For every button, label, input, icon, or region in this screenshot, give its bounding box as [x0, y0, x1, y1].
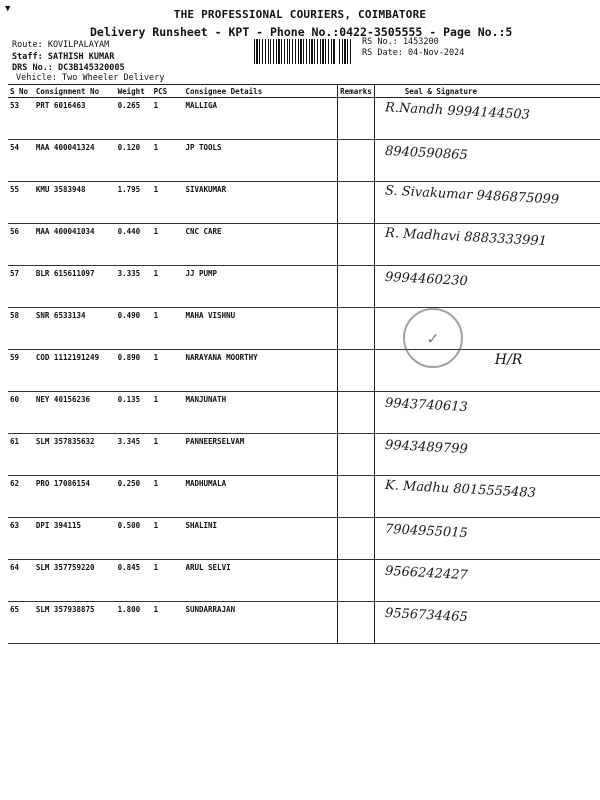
- cell-weight: 0.845: [116, 560, 152, 602]
- cell-consignment: SLM 357938875: [34, 602, 116, 644]
- cell-signature: [374, 182, 600, 224]
- cell-pcs: 1: [152, 266, 184, 308]
- cell-pcs: 1: [152, 392, 184, 434]
- cell-pcs: 1: [152, 476, 184, 518]
- col-seal-header: Seal & Signature: [374, 85, 600, 98]
- table-row: [8, 392, 600, 434]
- cell-consignee: PANNEERSELVAM: [183, 434, 337, 476]
- col-pcs-header: PCS: [152, 85, 184, 98]
- handwritten-signature: H/R: [494, 352, 523, 368]
- cell-remarks: [338, 266, 375, 308]
- cell-weight: 3.345: [116, 434, 152, 476]
- cell-consignee: SIVAKUMAR: [183, 182, 337, 224]
- arrow-icon: ▼: [5, 4, 11, 14]
- cell-weight: 1.795: [116, 182, 152, 224]
- cell-signature: [374, 266, 600, 308]
- cell-signature: [374, 224, 600, 266]
- cell-consignee: NARAYANA MOORTHY: [183, 350, 337, 392]
- cell-pcs: 1: [152, 350, 184, 392]
- handwritten-signature: 9943489799: [384, 437, 468, 458]
- table-row: [8, 308, 600, 350]
- cell-consignee: MADHUMALA: [183, 476, 337, 518]
- cell-sno: 56: [8, 224, 34, 266]
- cell-weight: 0.120: [116, 140, 152, 182]
- cell-pcs: 1: [152, 182, 184, 224]
- cell-consignee: MANJUNATH: [183, 392, 337, 434]
- table-row: [8, 434, 600, 476]
- cell-consignment: DPI 394115: [34, 518, 116, 560]
- cell-signature: [374, 392, 600, 434]
- cell-remarks: [338, 182, 375, 224]
- cell-consignment: COD 1112191249: [34, 350, 116, 392]
- cell-signature: [374, 308, 600, 350]
- cell-sno: 60: [8, 392, 34, 434]
- cell-weight: 1.800: [116, 602, 152, 644]
- table-row: [8, 266, 600, 308]
- table-row: [8, 518, 600, 560]
- cell-weight: 0.440: [116, 224, 152, 266]
- barcode-image: [254, 39, 352, 64]
- staff: Staff: SATHISH KUMAR: [12, 52, 115, 62]
- handwritten-signature: 9566242427: [384, 563, 468, 584]
- cell-consignment: BLR 615611097: [34, 266, 116, 308]
- cell-consignment: NEY 40156236: [34, 392, 116, 434]
- cell-remarks: [338, 560, 375, 602]
- cell-signature: [374, 602, 600, 644]
- handwritten-signature: R.Nandh 9994144503: [384, 100, 531, 123]
- cell-sno: 61: [8, 434, 34, 476]
- col-sno-header: S No: [8, 85, 34, 98]
- table-row: [8, 98, 600, 140]
- cell-signature: [374, 476, 600, 518]
- col-remarks-header: Remarks: [338, 85, 375, 98]
- cell-signature: [374, 350, 600, 392]
- cell-consignee: SUNDARRAJAN: [183, 602, 337, 644]
- cell-consignment: SNR 6533134: [34, 308, 116, 350]
- cell-consignment: SLM 357759220: [34, 560, 116, 602]
- table-row: [8, 602, 600, 644]
- cell-remarks: [338, 476, 375, 518]
- cell-signature: [374, 98, 600, 140]
- cell-remarks: [338, 98, 375, 140]
- rs-number: RS No.: 1453200: [362, 37, 439, 47]
- cell-weight: 0.890: [116, 350, 152, 392]
- handwritten-signature: S. Sivakumar 9486875099: [384, 183, 560, 208]
- col-consignee-header: Consignee Details: [183, 85, 337, 98]
- cell-weight: 0.490: [116, 308, 152, 350]
- cell-remarks: [338, 224, 375, 266]
- company-title: THE PROFESSIONAL COURIERS, COIMBATORE: [173, 8, 427, 21]
- runsheet-subtitle: Delivery Runsheet - KPT - Phone No.:0422-3505555 - Page No.:5: [90, 25, 513, 39]
- cell-remarks: [338, 308, 375, 350]
- cell-consignee: ARUL SELVI: [183, 560, 337, 602]
- handwritten-signature: 8940590865: [384, 143, 468, 164]
- col-consignment-header: Consignment No: [34, 85, 116, 98]
- cell-pcs: 1: [152, 560, 184, 602]
- cell-pcs: 1: [152, 308, 184, 350]
- cell-sno: 59: [8, 350, 34, 392]
- table-row: [8, 560, 600, 602]
- cell-signature: [374, 140, 600, 182]
- handwritten-signature: 9994460230: [384, 269, 468, 290]
- handwritten-signature: K. Madhu 8015555483: [384, 478, 537, 501]
- cell-remarks: [338, 392, 375, 434]
- cell-sno: 62: [8, 476, 34, 518]
- cell-signature: [374, 434, 600, 476]
- cell-consignee: JP TOOLS: [183, 140, 337, 182]
- table-row: [8, 224, 600, 266]
- cell-consignment: KMU 3583948: [34, 182, 116, 224]
- cell-signature: [374, 518, 600, 560]
- table-row: [8, 476, 600, 518]
- cell-consignee: MAHA VISHNU: [183, 308, 337, 350]
- cell-consignee: MALLIGA: [183, 98, 337, 140]
- cell-sno: 53: [8, 98, 34, 140]
- cell-consignment: SLM 357835632: [34, 434, 116, 476]
- handwritten-signature: 7904955015: [384, 521, 468, 542]
- cell-consignment: MAA 400041324: [34, 140, 116, 182]
- cell-weight: 0.265: [116, 98, 152, 140]
- handwritten-signature: 9943740613: [384, 395, 468, 416]
- cell-consignment: PRT 6016463: [34, 98, 116, 140]
- cell-pcs: 1: [152, 518, 184, 560]
- cell-remarks: [338, 140, 375, 182]
- cell-pcs: 1: [152, 224, 184, 266]
- cell-consignee: CNC CARE: [183, 224, 337, 266]
- route: Route: KOVILPALAYAM: [12, 40, 110, 50]
- handwritten-signature: R. Madhavi 8883333991: [384, 225, 547, 250]
- table-row: [8, 350, 600, 392]
- cell-pcs: 1: [152, 140, 184, 182]
- runsheet-table: [8, 84, 600, 644]
- cell-sno: 55: [8, 182, 34, 224]
- cell-consignee: JJ PUMP: [183, 266, 337, 308]
- cell-weight: 0.250: [116, 476, 152, 518]
- vehicle: Vehicle: Two Wheeler Delivery: [16, 73, 165, 83]
- cell-sno: 65: [8, 602, 34, 644]
- seal-stamp-icon: ✓: [403, 308, 463, 368]
- cell-sno: 64: [8, 560, 34, 602]
- handwritten-signature: 9556734465: [384, 605, 468, 626]
- cell-sno: 54: [8, 140, 34, 182]
- cell-signature: [374, 560, 600, 602]
- cell-pcs: 1: [152, 602, 184, 644]
- cell-weight: 0.500: [116, 518, 152, 560]
- cell-remarks: [338, 602, 375, 644]
- cell-pcs: 1: [152, 98, 184, 140]
- cell-consignee: SHALINI: [183, 518, 337, 560]
- drs-number: DRS No.: DC3B145320005: [12, 63, 125, 73]
- table-row: [8, 182, 600, 224]
- table-row: [8, 140, 600, 182]
- cell-pcs: 1: [152, 434, 184, 476]
- cell-consignment: PRO 17086154: [34, 476, 116, 518]
- col-weight-header: Weight: [116, 85, 152, 98]
- cell-sno: 63: [8, 518, 34, 560]
- cell-sno: 57: [8, 266, 34, 308]
- rs-date: RS Date: 04-Nov-2024: [362, 48, 465, 58]
- cell-sno: 58: [8, 308, 34, 350]
- cell-remarks: [338, 434, 375, 476]
- cell-remarks: [338, 518, 375, 560]
- table-header-row: [8, 85, 600, 98]
- cell-consignment: MAA 400041034: [34, 224, 116, 266]
- cell-remarks: [338, 350, 375, 392]
- cell-weight: 0.135: [116, 392, 152, 434]
- cell-weight: 3.335: [116, 266, 152, 308]
